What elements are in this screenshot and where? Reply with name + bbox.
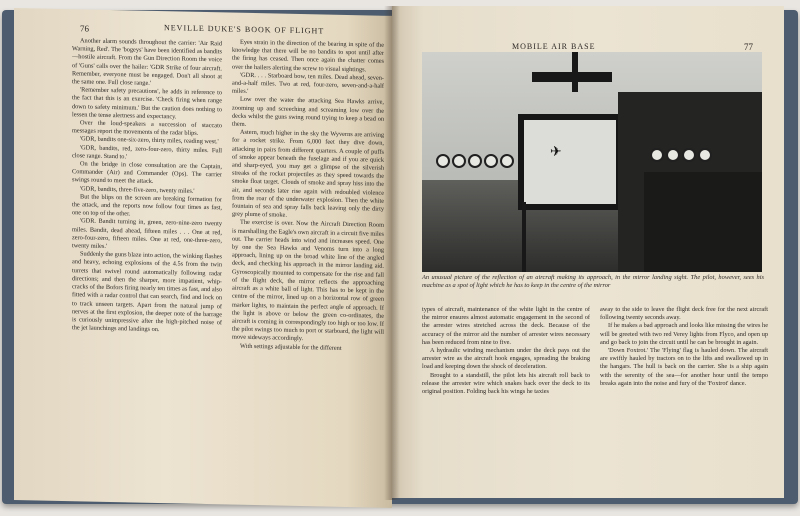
left-page-number: 76 xyxy=(80,23,89,34)
paragraph: 'GDR, bandits one-six-zero, thirty miles, reading west.' xyxy=(80,135,219,146)
mirror-landing-sight-photo xyxy=(422,52,762,272)
paragraph: A hydraulic winding mechanism under the deck pays out the arrester wire as the aircraft hook engages, spreading the braking load and keeping down the shock of deceleration. xyxy=(422,347,590,371)
photo-marker-light xyxy=(468,154,482,168)
photo-marker-light xyxy=(436,154,450,168)
photo-marker-light xyxy=(650,148,664,162)
photo-marker-light xyxy=(682,148,696,162)
photo-marker-light xyxy=(666,148,680,162)
paragraph: 'Down Foxtrot.' The 'Flying' flag is hauled down. The aircraft are swiftly hauled by tractors on to the lifts and swallowed up in the hangars. The hull is back on the carrier. She is a ship again with the serenity of the sea—for another hour until the tempo breaks again into the noise and fury of the 'Foxtrot' dance. xyxy=(600,347,768,387)
photo-machinery xyxy=(644,172,762,272)
paragraph: The exercise is over. Now the Aircraft Direction Room is marshalling the Eagle's own aircraft in a circuit five miles out. The carrier heads into wind and increases speed. One by one the Sea Hawks and Venoms turn into a long approach, lining up on the broad white line of the angled deck, and checking his approach in the mirror landing aid. Gyroscopically mounted to compensate for the rise and fall of the flight deck, the mirror reflects the approaching aircraft as a white ball of light. This has to be kept in the centre of the mirror, lined up on a horizontal row of green marker lights, to maintain the perfect angle of approach. If the light is above or below the green co-ordinates, the aircraft is coming in correspondingly too high or too low. If the pilot swings too much to port or starboard, the light will move sideways accordingly. xyxy=(232,219,384,343)
right-column-2 xyxy=(600,306,768,486)
left-column-1 xyxy=(72,37,222,496)
photo-mast xyxy=(572,52,578,92)
paragraph: 'GDR. . . . Starboard bow, ten miles. Dead ahead, seven-and-a-half miles. Two at red, four-zero, seven-and-a-half miles.' xyxy=(232,71,384,96)
right-page-number: 77 xyxy=(744,42,753,52)
paragraph: 'GDR, bandits, red, zero-four-zero, thirty miles. Full close range. Stand to.' xyxy=(72,144,222,161)
book-gutter xyxy=(384,6,400,500)
paragraph: On the bridge in close consultation are the Captain, Commander (Air) and Commander (Ops). The carrier swings round to meet the attack. xyxy=(72,160,222,186)
right-column-1 xyxy=(422,306,590,486)
photo-caption: An unusual picture of the reflection of an aircraft making its approach, in the mirror landing sight. The pilot, however, sees his machine as a spot of light which he has to keep in the centre of the mirror xyxy=(422,274,764,289)
paragraph: Suddenly the guns blaze into action, the winking flashes and heavy, echoing explosions of the 4.5s from the twin turrets that swivel round automatically following radar directions; and then the sharper, more impatient, whip-cracks of the Bofors firing nearly ten times as fast, and also fitted with a radar control that can search, find and lock on to track unseen targets. Apart from the natural jump of nerves at the first explosion, the deeper note of the barrage is curiously unimpressive after the high-pitched noise of the jet launchings and landings on. xyxy=(72,250,222,334)
paragraph: away to the side to leave the flight deck free for the next aircraft following twenty seconds away. xyxy=(600,306,768,322)
photo-mirror xyxy=(518,114,622,210)
right-page xyxy=(392,6,784,498)
paragraph: Over the loud-speakers a succession of staccato messages report the movements of the radar blips. xyxy=(72,119,222,138)
paragraph: If he makes a bad approach and looks like missing the wires he will be greeted with two red Verey lights from Flyco, and open up and go back to join the circuit until he can be brought in again. xyxy=(600,322,768,346)
paragraph: Astern, much higher in the sky the Wyverns are arriving for a rocket strike. From 6,000 feet they dive down, attacking in pairs from different quarters. A couple of puffs of smoke appear beneath the fuselage and if you are quick and sharp-eyed, you may get a glimpse of the silverish streaks of the rocket projectiles as they speed towards the smoke float target. Clouds of smoke and spray hiss into the air, and seconds later rise again with redoubled violence from the roar of the underwater explosion. Then the white fountain of sea and spray falls back leaving only the dirty grey plume of smoke. xyxy=(232,128,384,219)
left-column-2 xyxy=(232,39,384,498)
right-running-head: MOBILE AIR BASE xyxy=(512,42,596,51)
paragraph: With settings adjustable for the different xyxy=(240,342,342,352)
paragraph: Another alarm sounds throughout the carrier: 'Air Raid Warning, Red'. The 'bogeys' have been identified as bandits—hostile aircraft. From the Gun Direction Room the voice of 'Guns' calls over the hailer: 'GDR Strike of four aircraft. Remember, everyone must be engaged. Don't all shoot at the same one. Full close range.' xyxy=(72,37,222,87)
paragraph: But the blips on the screen are breaking formation for the attack, and the reports now follow four times as fast, one on top of the other. xyxy=(72,193,222,218)
paragraph: Eyes strain in the direction of the bearing in spite of the knowledge that there will be no bandits to spot until after the firing has ceased. Then once again the chatter comes over the hailers alerting the screw to visual sightings. xyxy=(232,38,384,73)
photo-marker-light xyxy=(500,154,514,168)
paragraph: types of aircraft, maintenance of the white light in the centre of the mirror ensures almost automatic engagement in the second of the arrester wires stretched across the deck. Because of the accuracy of the mirror aid the number of arrester wires necessary has been reduced from nine to five. xyxy=(422,306,590,346)
left-page xyxy=(14,8,392,508)
photo-marker-light xyxy=(698,148,712,162)
photo-marker-light xyxy=(484,154,498,168)
paragraph: 'GDR. Bandit turning in, green, zero-nine-zero twenty miles. Bandit, dead ahead, fifteen miles . . . One at red, zero-four-zero, fifteen miles. One at red, one-three-zero, twenty miles.' xyxy=(72,217,222,251)
paragraph: 'Remember safety precautions', he adds in reference to the fact that this is an exercise. 'Check firing when range down to safety minimum.' But the caution does nothing to lessen the tense alertness and expectancy. xyxy=(72,86,222,121)
paragraph: 'GDR, bandits, three-five-zero, twenty miles.' xyxy=(80,185,195,195)
paragraph: Low over the water the attacking Sea Hawks arrive, zooming up and screeching and screaming low over the decks whilst the guns swing round trying to keep a bead on them. xyxy=(232,96,384,128)
photo-marker-light xyxy=(452,154,466,168)
photo-aircraft-reflection: ✈ xyxy=(550,145,562,160)
paragraph: Brought to a standstill, the pilot lets his aircraft roll back to release the arrester wire which snakes back over the deck to its original position. Folding back his wings he taxies xyxy=(422,371,590,396)
left-running-head: NEVILLE DUKE'S BOOK OF FLIGHT xyxy=(164,23,325,36)
photo-support-post xyxy=(522,202,526,272)
